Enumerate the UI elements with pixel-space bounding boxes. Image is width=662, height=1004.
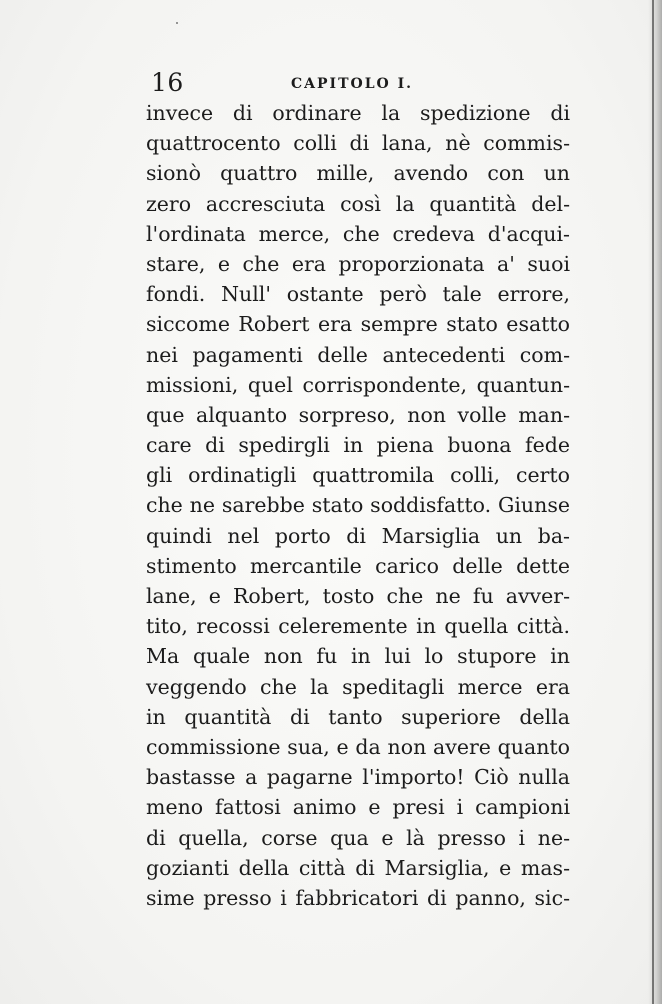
text-line: stimento mercantile carico delle dette [146, 553, 570, 578]
chapter-title: CAPITOLO I. [291, 76, 414, 92]
text-line: fondi. Null' ostante però tale errore, [146, 282, 570, 307]
text-line: gli ordinatigli quattromila colli, certo [146, 463, 570, 488]
text-line: meno fattosi animo e presi i campioni [146, 795, 570, 820]
text-line: zero accresciuta così la quantità del- [146, 191, 570, 216]
text-line: commissione sua, e da non avere quanto [146, 734, 570, 759]
text-line: veggendo che la speditagli merce era [146, 674, 570, 699]
text-line: quindi nel porto di Marsiglia un ba- [146, 523, 570, 548]
text-line: care di spedirgli in piena buona fede [146, 433, 570, 458]
text-line: Ma quale non fu in lui lo stupore in [146, 644, 570, 669]
text-line: che ne sarebbe stato soddisfatto. Giunse [146, 493, 570, 518]
text-line: que alquanto sorpreso, non volle man- [146, 402, 570, 427]
page-number: 16 [151, 68, 184, 97]
text-line: quattrocento colli di lana, nè commis- [146, 131, 570, 156]
text-line: di quella, corse qua e là presso i ne- [146, 825, 570, 850]
text-line: l'ordinata merce, che credeva d'acqui- [146, 221, 570, 246]
text-line: missioni, quel corrispondente, quantun- [146, 372, 570, 397]
text-line: invece di ordinare la spedizione di [146, 101, 570, 125]
page-edge-shadow [648, 0, 662, 1004]
text-line: stare, e che era proporzionata a' suoi [146, 251, 570, 276]
text-line: gozianti della città di Marsiglia, e mas- [146, 855, 570, 880]
body-text [146, 98, 570, 913]
text-line: tito, recossi celeremente in quella città. [146, 614, 570, 639]
page-edge-line [652, 0, 654, 1004]
text-line: nei pagamenti delle antecedenti com- [146, 342, 570, 367]
paper-speck [176, 22, 178, 24]
text-line: sime presso i fabbricatori di panno, sic- [146, 885, 570, 910]
text-line: siccome Robert era sempre stato esatto [146, 312, 570, 337]
text-line: sionò quattro mille, avendo con un [146, 161, 570, 186]
text-line: bastasse a pagarne l'importo! Ciò nulla [146, 765, 570, 790]
text-line: lane, e Robert, tosto che ne fu avver- [146, 584, 570, 608]
text-line: in quantità di tanto superiore della [146, 704, 570, 729]
running-head [151, 68, 571, 98]
